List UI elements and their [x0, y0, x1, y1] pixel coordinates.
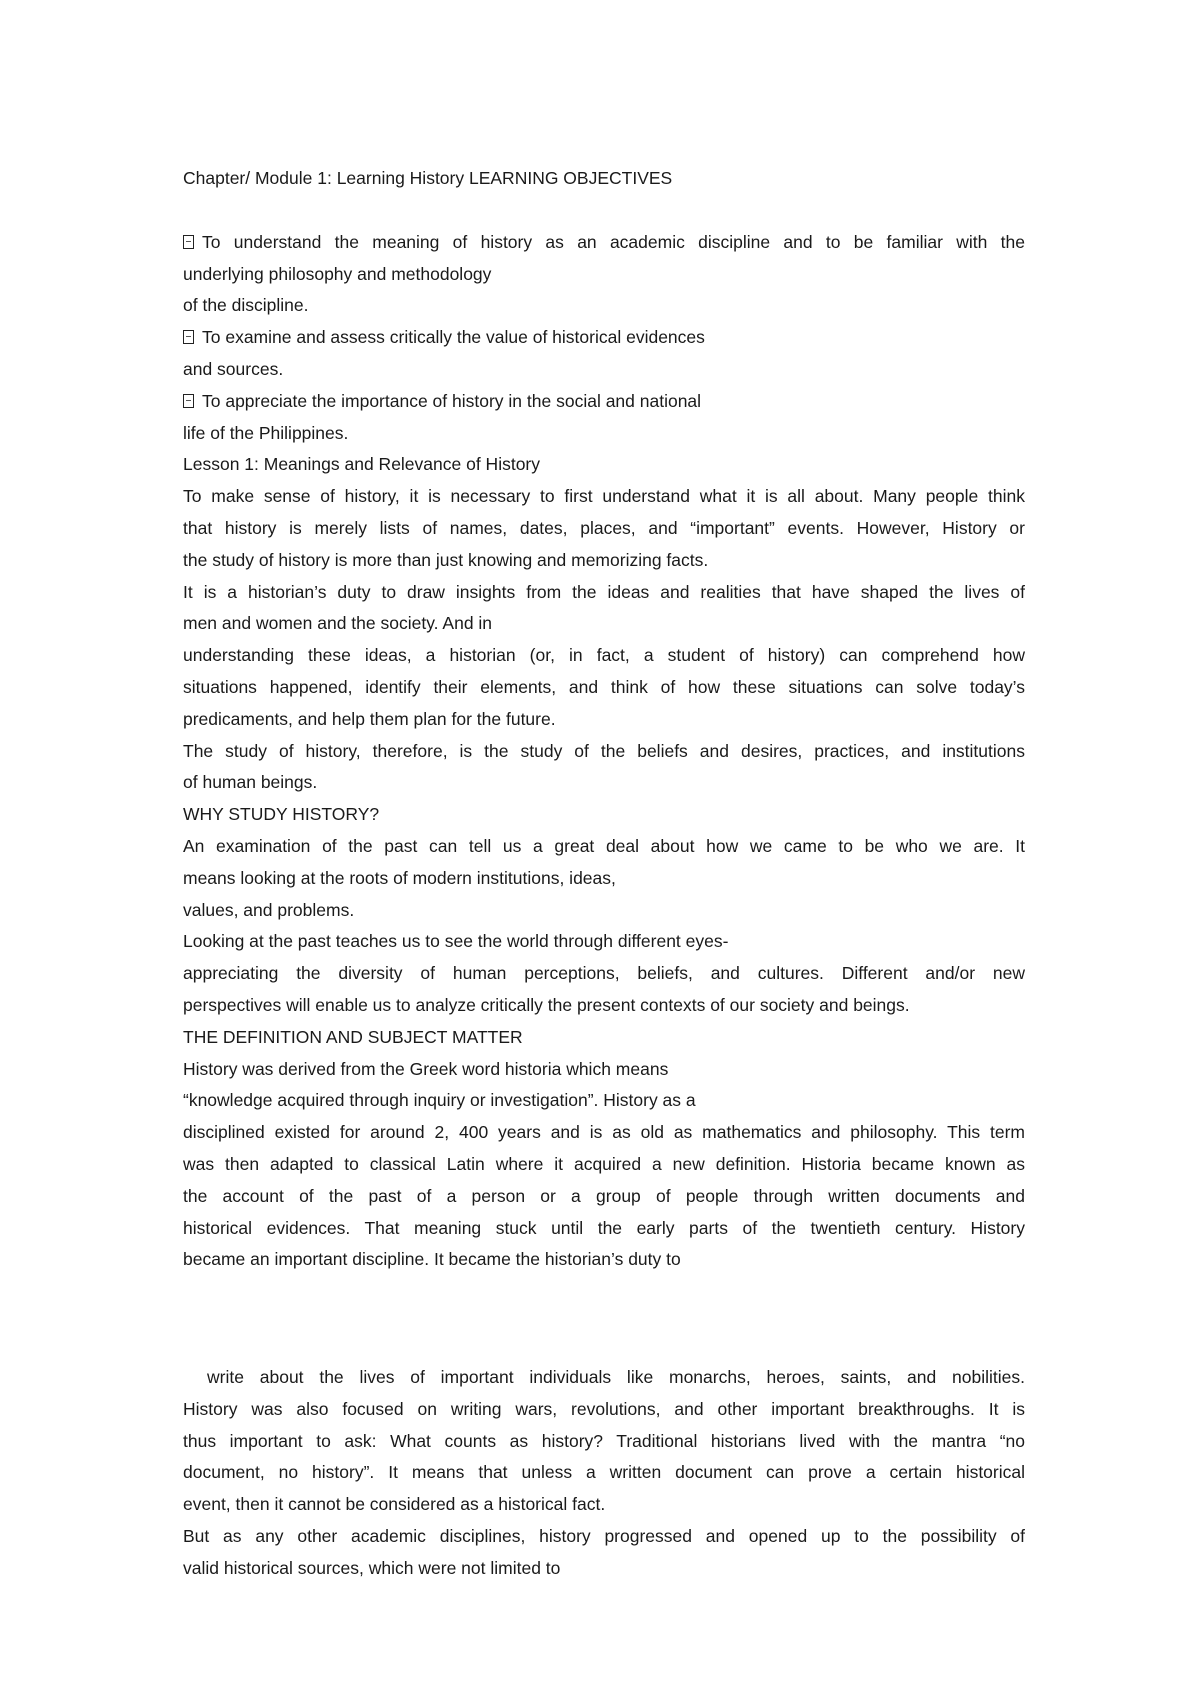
- objective-1-line-3: of the discipline.: [183, 295, 309, 316]
- paragraph-line: became an important discipline. It became the historian’s duty to: [183, 1249, 681, 1270]
- paragraph-line: of human beings.: [183, 772, 318, 793]
- paragraph-line: men and women and the society. And in: [183, 613, 493, 634]
- paragraph-line: event, then it cannot be considered as a historical fact.: [183, 1494, 606, 1515]
- paragraph-line: understanding these ideas, a historian (or, in fact, a student of history) can comprehend how: [183, 645, 1025, 666]
- objective-2-line-2: and sources.: [183, 358, 284, 379]
- paragraph-line: perspectives will enable us to analyze critically the present contexts of our society and beings.: [183, 994, 910, 1015]
- paragraph-line: History was also focused on writing wars, revolutions, and other important breakthroughs. It is: [183, 1398, 1025, 1419]
- document-body: [183, 163, 1025, 1585]
- spacer: [183, 195, 1025, 227]
- paragraph-line: was then adapted to classical Latin where it acquired a new definition. Historia became known as: [183, 1153, 1025, 1174]
- paragraph-line: disciplined existed for around 2, 400 years and is as old as mathematics and philosophy. This term: [183, 1122, 1025, 1143]
- paragraph-line: the study of history is more than just knowing and memorizing facts.: [183, 549, 709, 570]
- paragraph-line: the account of the past of a person or a group of people through written documents and: [183, 1185, 1025, 1206]
- section-heading-definition: THE DEFINITION AND SUBJECT MATTER: [183, 1026, 523, 1047]
- paragraph-line: thus important to ask: What counts as history? Traditional historians lived with the mantra “no: [183, 1430, 1025, 1451]
- objective-1-line-2: underlying philosophy and methodology: [183, 263, 492, 284]
- objective-2-line-1: To examine and assess critically the value of historical evidences: [183, 322, 1025, 354]
- paragraph-line: situations happened, identify their elements, and think of how these situations can solve today’s: [183, 676, 1025, 697]
- missing-glyph-bullet-icon: [183, 394, 194, 408]
- paragraph-line: write about the lives of important individuals like monarchs, heroes, saints, and nobilities.: [207, 1367, 1025, 1388]
- paragraph-line: Looking at the past teaches us to see the world through different eyes-: [183, 931, 729, 952]
- lesson-title: Lesson 1: Meanings and Relevance of History: [183, 454, 541, 475]
- objective-3-line-1: To appreciate the importance of history in the social and national: [183, 386, 1025, 418]
- paragraph-line: To make sense of history, it is necessary to first understand what it is all about. Many people think: [183, 486, 1025, 507]
- objective-3-line-2: life of the Philippines.: [183, 422, 349, 443]
- spacer: [183, 1276, 1025, 1362]
- paragraph-line: “knowledge acquired through inquiry or investigation”. History as a: [183, 1090, 696, 1111]
- paragraph-line: It is a historian’s duty to draw insights from the ideas and realities that have shaped the lives of: [183, 581, 1025, 602]
- paragraph-line: But as any other academic disciplines, history progressed and opened up to the possibility of: [183, 1526, 1025, 1547]
- paragraph-line: An examination of the past can tell us a great deal about how we came to be who we are. It: [183, 835, 1025, 856]
- missing-glyph-bullet-icon: [183, 330, 194, 344]
- paragraph-line: valid historical sources, which were not limited to: [183, 1557, 561, 1578]
- paragraph-line: The study of history, therefore, is the study of the beliefs and desires, practices, and institutions: [183, 740, 1025, 761]
- paragraph-line: means looking at the roots of modern institutions, ideas,: [183, 867, 616, 888]
- objective-1-line-1: To understand the meaning of history as an academic discipline and to be familiar with the: [183, 227, 1025, 259]
- paragraph-line: that history is merely lists of names, dates, places, and “important” events. However, History or: [183, 517, 1025, 538]
- paragraph-line: History was derived from the Greek word historia which means: [183, 1058, 669, 1079]
- paragraph-line: historical evidences. That meaning stuck until the early parts of the twentieth century. History: [183, 1217, 1025, 1238]
- module-heading: Chapter/ Module 1: Learning History LEARNING OBJECTIVES: [183, 168, 673, 188]
- missing-glyph-bullet-icon: [183, 235, 194, 249]
- section-heading-why: WHY STUDY HISTORY?: [183, 804, 380, 825]
- paragraph-line: predicaments, and help them plan for the future.: [183, 708, 556, 729]
- paragraph-line: appreciating the diversity of human perceptions, beliefs, and cultures. Different and/or new: [183, 963, 1025, 984]
- paragraph-line: values, and problems.: [183, 899, 355, 920]
- paragraph-line: document, no history”. It means that unless a written document can prove a certain historical: [183, 1462, 1025, 1483]
